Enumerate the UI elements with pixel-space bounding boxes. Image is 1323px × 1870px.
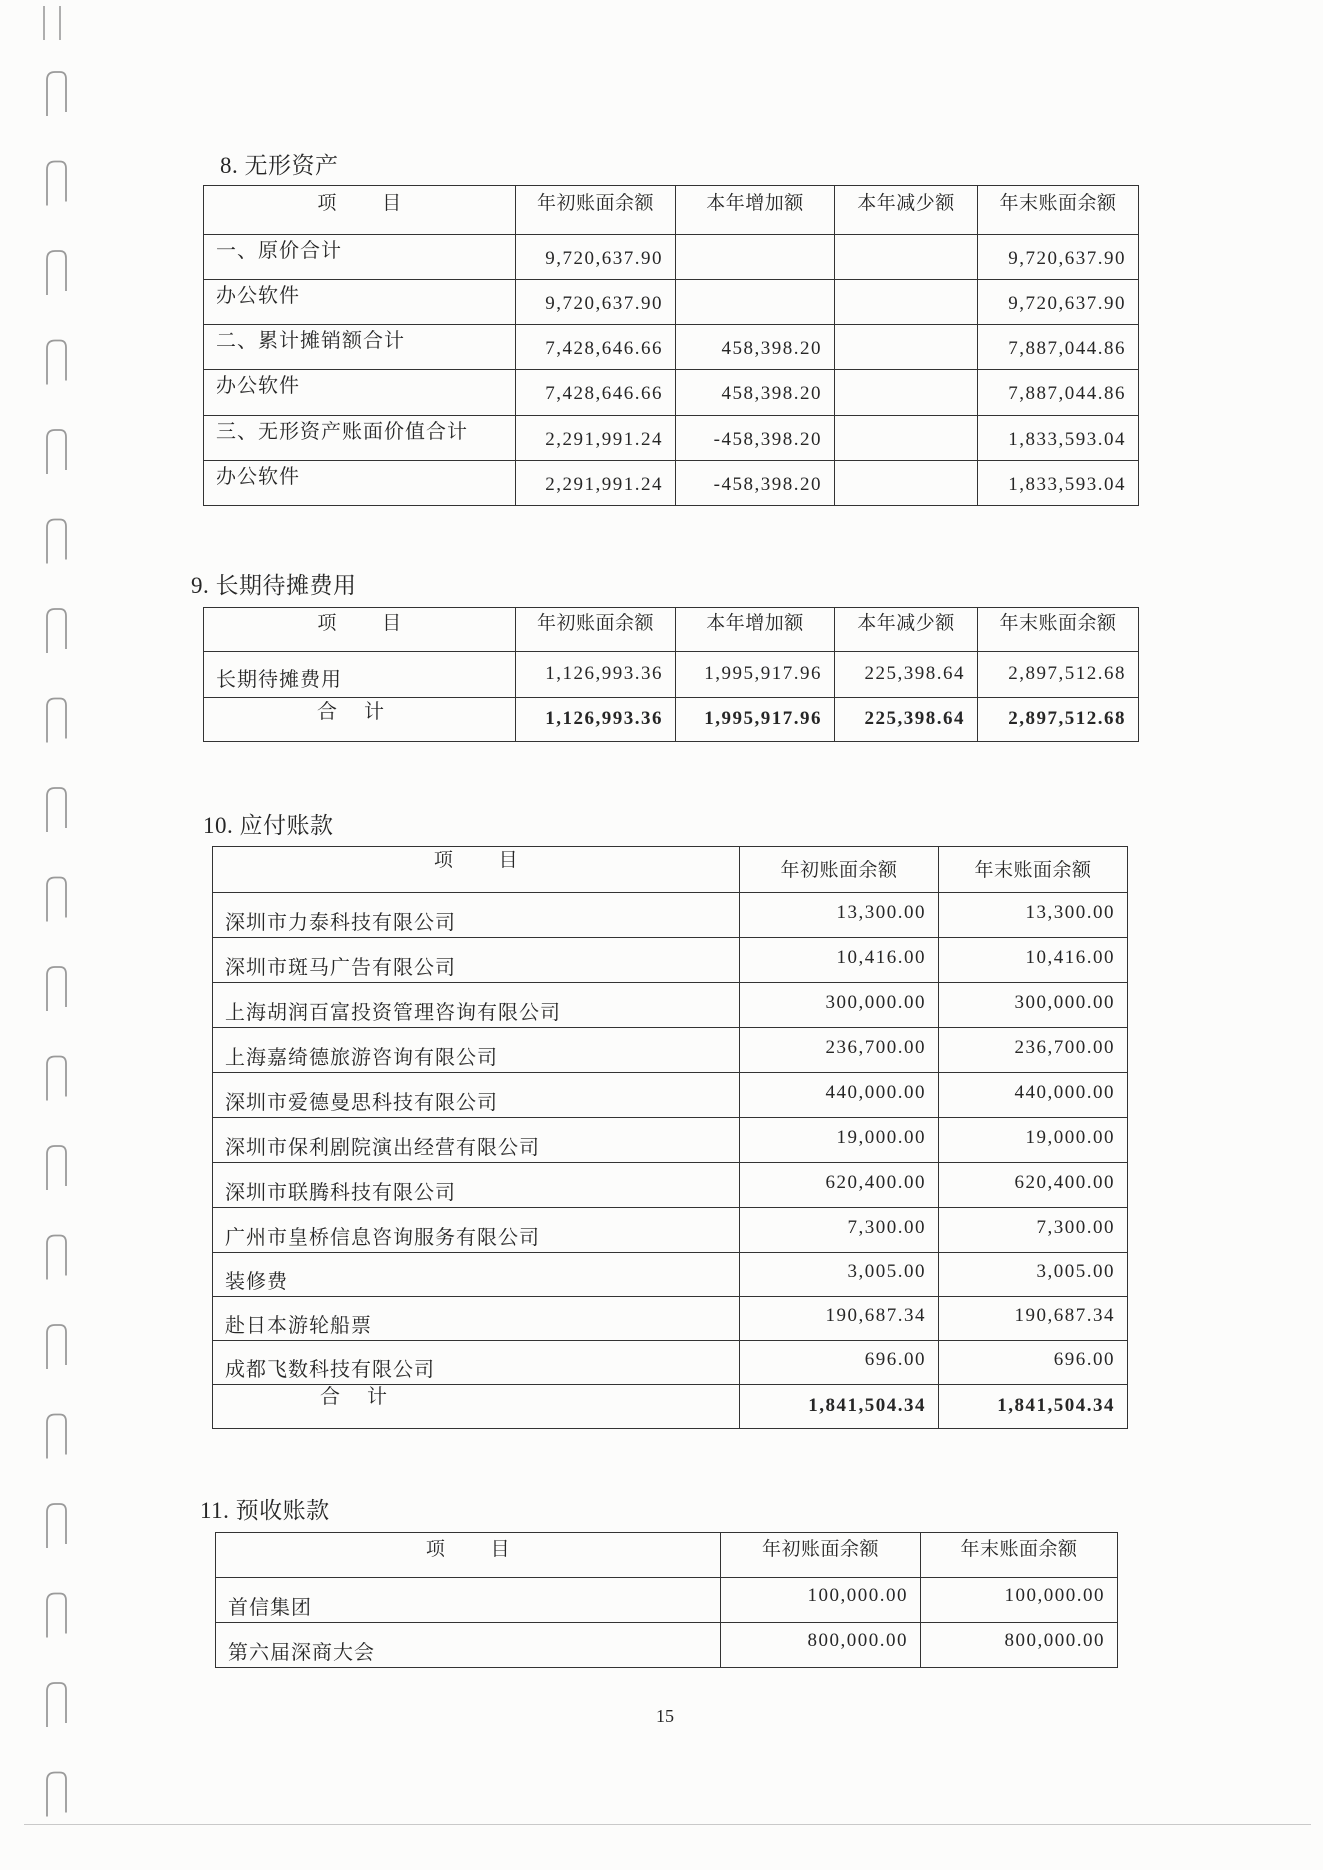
row-item-label: 办公软件 [204,280,516,325]
header-closing-balance: 年末账面余额 [978,608,1139,652]
increase-cell: 458,398.20 [676,325,835,370]
opening-balance-cell: 7,428,646.66 [516,370,676,416]
row-item-label: 深圳市爱德曼思科技有限公司 [213,1073,740,1118]
binding-mark [47,609,66,653]
empty-cell [676,280,835,325]
row-item-label: 深圳市联腾科技有限公司 [213,1163,740,1208]
total-opening-balance: 1,126,993.36 [516,698,676,742]
section-title-intangible-assets: 8. 无形资产 [220,153,339,178]
long-term-prepaid-table [203,607,1139,742]
advance-receipts-table [215,1532,1118,1668]
closing-balance-cell: 7,887,044.86 [978,325,1139,370]
section-title-accounts-payable: 10. 应付账款 [203,813,334,838]
table-header-row [204,608,1139,652]
total-label: 合 计 [213,1385,740,1429]
table-row [213,1341,1128,1385]
binding-mark [47,699,66,743]
binding-holes [0,0,90,1870]
header-opening-balance: 年初账面余额 [516,186,676,235]
page-number: 15 [656,1706,674,1726]
header-item: 项 目 [204,608,516,652]
empty-cell [835,416,978,461]
total-row [204,698,1139,742]
opening-balance-cell: 300,000.00 [740,983,939,1028]
row-item-label: 深圳市保利剧院演出经营有限公司 [213,1118,740,1163]
row-item-label: 深圳市斑马广告有限公司 [213,938,740,983]
closing-balance-cell: 10,416.00 [939,938,1128,983]
table-row [204,461,1139,506]
opening-balance-cell: 620,400.00 [740,1163,939,1208]
opening-balance-cell: 3,005.00 [740,1253,939,1297]
table-row [204,370,1139,416]
opening-balance-cell: 7,428,646.66 [516,325,676,370]
closing-balance-cell: 7,887,044.86 [978,370,1139,416]
binding-mark [47,162,66,206]
header-opening-balance: 年初账面余额 [516,608,676,652]
increase-cell: 1,995,917.96 [676,652,835,698]
closing-balance-cell: 3,005.00 [939,1253,1128,1297]
binding-mark [47,72,66,116]
empty-cell [835,235,978,280]
closing-balance-cell: 2,897,512.68 [978,652,1139,698]
closing-balance-cell: 9,720,637.90 [978,235,1139,280]
empty-cell [835,461,978,506]
opening-balance-cell: 440,000.00 [740,1073,939,1118]
row-item-label: 首信集团 [216,1578,721,1623]
opening-balance-cell: 100,000.00 [721,1578,921,1623]
closing-balance-cell: 620,400.00 [939,1163,1128,1208]
row-item-label: 成都飞数科技有限公司 [213,1341,740,1385]
table-row [213,1163,1128,1208]
total-decrease: 225,398.64 [835,698,978,742]
table-row [204,280,1139,325]
opening-balance-cell: 13,300.00 [740,893,939,938]
header-item: 项 目 [216,1533,721,1578]
opening-balance-cell: 10,416.00 [740,938,939,983]
binding-mark [47,1325,66,1369]
total-closing-balance: 1,841,504.34 [939,1385,1128,1429]
closing-balance-cell: 1,833,593.04 [978,416,1139,461]
row-item-label: 深圳市力泰科技有限公司 [213,893,740,938]
binding-mark [47,1057,66,1101]
table-row [213,1297,1128,1341]
closing-balance-cell: 19,000.00 [939,1118,1128,1163]
binding-mark [47,1594,66,1638]
header-opening-balance: 年初账面余额 [721,1533,921,1578]
table-header-row [204,186,1139,235]
opening-balance-cell: 236,700.00 [740,1028,939,1073]
table-header-row [216,1533,1118,1578]
row-item-label: 三、无形资产账面价值合计 [204,416,516,461]
closing-balance-cell: 236,700.00 [939,1028,1128,1073]
table-row [204,235,1139,280]
accounts-payable-table [212,846,1128,1429]
table-row [213,1073,1128,1118]
header-increase: 本年增加额 [676,186,835,235]
increase-cell: -458,398.20 [676,416,835,461]
closing-balance-cell: 100,000.00 [921,1578,1118,1623]
opening-balance-cell: 19,000.00 [740,1118,939,1163]
row-item-label: 长期待摊费用 [204,652,516,698]
binding-mark [47,1504,66,1548]
binding-mark [47,341,66,385]
row-item-label: 二、累计摊销额合计 [204,325,516,370]
closing-balance-cell: 440,000.00 [939,1073,1128,1118]
binding-mark [47,967,66,1011]
opening-balance-cell: 2,291,991.24 [516,416,676,461]
row-item-label: 第六届深商大会 [216,1623,721,1668]
header-item: 项 目 [213,847,740,893]
closing-balance-cell: 696.00 [939,1341,1128,1385]
section-title-advance-receipts: 11. 预收账款 [200,1498,330,1523]
closing-balance-cell: 300,000.00 [939,983,1128,1028]
total-row [213,1385,1128,1429]
table-row [204,652,1139,698]
header-decrease: 本年减少额 [835,608,978,652]
intangible-assets-table [203,185,1139,506]
closing-balance-cell: 13,300.00 [939,893,1128,938]
table-row [213,1253,1128,1297]
opening-balance-cell: 7,300.00 [740,1208,939,1253]
empty-cell [676,235,835,280]
total-closing-balance: 2,897,512.68 [978,698,1139,742]
scan-edge-line [24,1824,1311,1825]
binding-mark [47,1773,66,1817]
opening-balance-cell: 1,126,993.36 [516,652,676,698]
header-opening-balance: 年初账面余额 [740,847,939,893]
binding-mark [47,1683,66,1727]
header-closing-balance: 年末账面余额 [921,1533,1118,1578]
table-row [213,1208,1128,1253]
table-row [216,1623,1118,1668]
increase-cell: -458,398.20 [676,461,835,506]
binding-mark [47,1415,66,1459]
table-header-row [213,847,1128,893]
row-item-label: 办公软件 [204,461,516,506]
header-increase: 本年增加额 [676,608,835,652]
binding-mark [47,878,66,922]
binding-mark [47,788,66,832]
binding-mark [47,1236,66,1280]
closing-balance-cell: 7,300.00 [939,1208,1128,1253]
row-item-label: 赴日本游轮船票 [213,1297,740,1341]
header-decrease: 本年减少额 [835,186,978,235]
row-item-label: 上海嘉绮德旅游咨询有限公司 [213,1028,740,1073]
total-increase: 1,995,917.96 [676,698,835,742]
total-label: 合 计 [204,698,516,742]
closing-balance-cell: 9,720,637.90 [978,280,1139,325]
header-closing-balance: 年末账面余额 [978,186,1139,235]
row-item-label: 装修费 [213,1253,740,1297]
opening-balance-cell: 696.00 [740,1341,939,1385]
table-row [213,938,1128,983]
table-row [213,1118,1128,1163]
table-row [213,1028,1128,1073]
row-item-label: 办公软件 [204,370,516,416]
table-row [216,1578,1118,1623]
opening-balance-cell: 2,291,991.24 [516,461,676,506]
opening-balance-cell: 9,720,637.90 [516,280,676,325]
row-item-label: 一、原价合计 [204,235,516,280]
binding-mark [47,251,66,295]
closing-balance-cell: 1,833,593.04 [978,461,1139,506]
binding-mark [47,430,66,474]
closing-balance-cell: 190,687.34 [939,1297,1128,1341]
table-row [204,325,1139,370]
opening-balance-cell: 800,000.00 [721,1623,921,1668]
table-row [204,416,1139,461]
row-item-label: 广州市皇桥信息咨询服务有限公司 [213,1208,740,1253]
binding-mark [47,1146,66,1190]
table-row [213,893,1128,938]
closing-balance-cell: 800,000.00 [921,1623,1118,1668]
total-opening-balance: 1,841,504.34 [740,1385,939,1429]
empty-cell [835,370,978,416]
header-closing-balance: 年末账面余额 [939,847,1128,893]
opening-balance-cell: 190,687.34 [740,1297,939,1341]
increase-cell: 458,398.20 [676,370,835,416]
decrease-cell: 225,398.64 [835,652,978,698]
opening-balance-cell: 9,720,637.90 [516,235,676,280]
header-item: 项 目 [204,186,516,235]
empty-cell [835,280,978,325]
row-item-label: 上海胡润百富投资管理咨询有限公司 [213,983,740,1028]
table-row [213,983,1128,1028]
section-title-long-term-prepaid: 9. 长期待摊费用 [191,573,357,598]
binding-mark [47,520,66,564]
empty-cell [835,325,978,370]
